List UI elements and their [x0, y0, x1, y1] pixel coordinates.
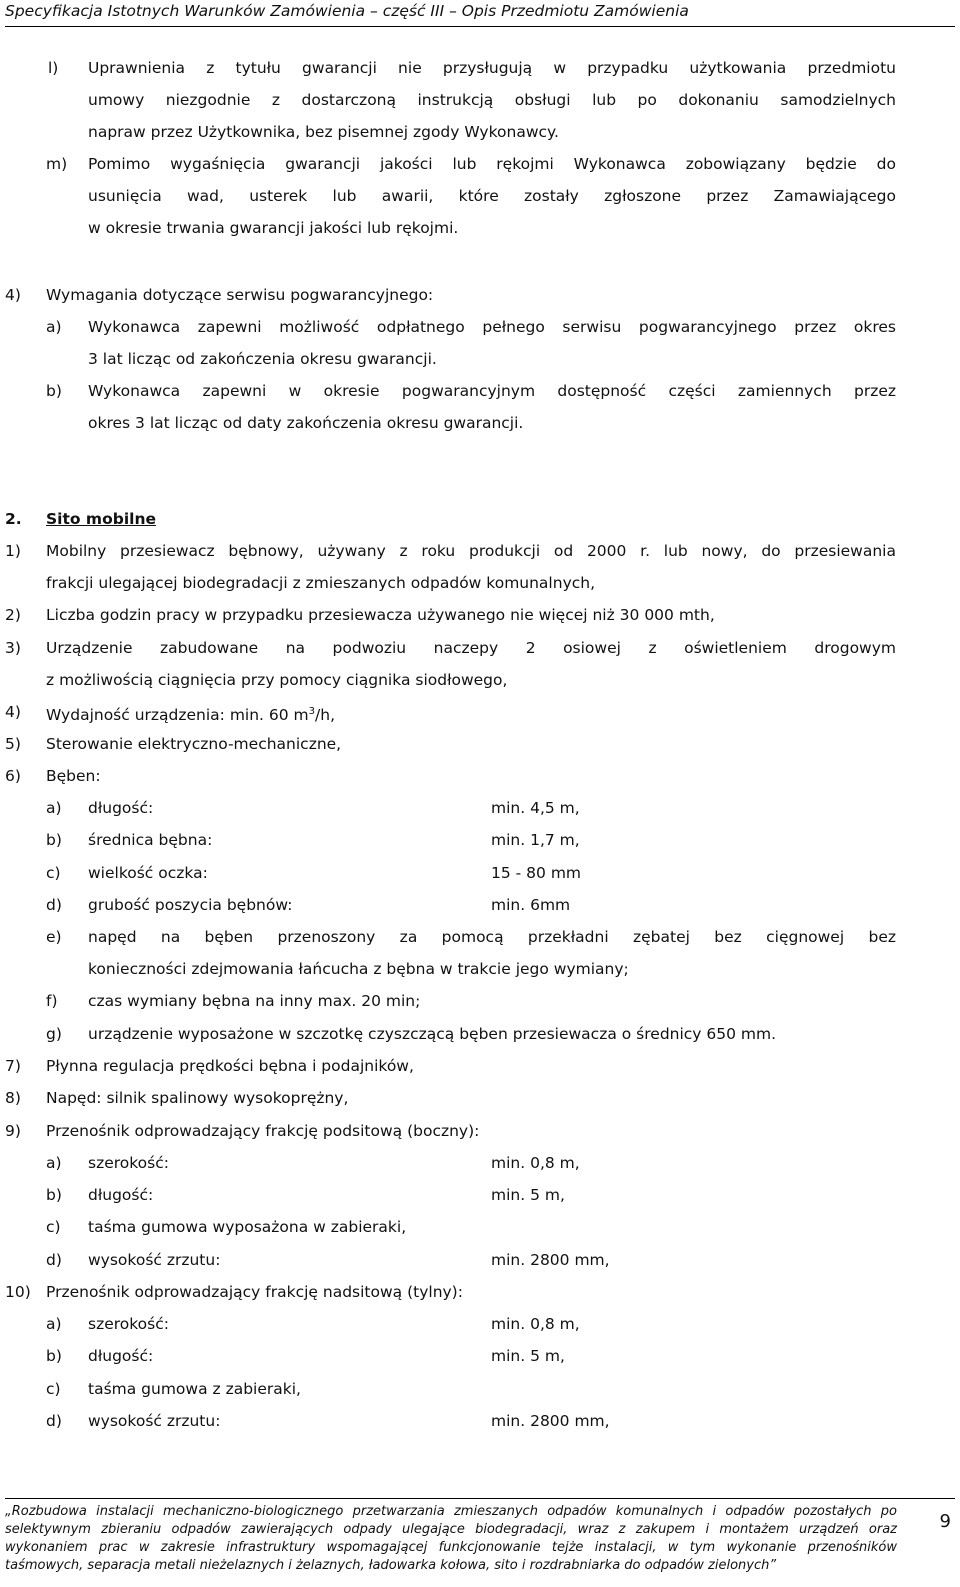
section-title: Sito mobilne — [46, 510, 156, 528]
footer-line: „Rozbudowa instalacji mechaniczno-biologicznego przetwarzania zmieszanych odpadów komunalnych i odpadów pozostałych po — [5, 1504, 897, 1519]
footer-line: taśmowych, separacja metali nieżelaznych i żelaznych, ładowarka kołowa, sito i rozdrabniarka do odpadów zielonych” — [5, 1558, 777, 1573]
spec-value: min. 5 m, — [491, 1186, 565, 1204]
spec-value: min. 4,5 m, — [491, 799, 580, 817]
spec-value: min. 2800 mm, — [491, 1412, 610, 1430]
spec-value: min. 1,7 m, — [491, 831, 580, 849]
page-footer — [5, 1498, 955, 1587]
item-marker: l) — [48, 59, 59, 77]
spec-value: min. 0,8 m, — [491, 1315, 580, 1333]
header-title: Specyfikacja Istotnych Warunków Zamówienia – część III – Opis Przedmiotu Zamówienia — [5, 2, 689, 20]
spec-value: min. 0,8 m, — [491, 1154, 580, 1172]
spec-value: 15 - 80 mm — [491, 864, 582, 882]
spec-value: min. 5 m, — [491, 1347, 565, 1365]
spec-value: min. 6mm — [491, 896, 571, 914]
page-header — [5, 0, 955, 27]
item-marker: m) — [46, 155, 68, 173]
page-number: 9 — [939, 1511, 951, 1532]
spec-value: min. 2800 mm, — [491, 1251, 610, 1269]
footer-line: wykonaniem prac w zakresie infrastruktury wspomagającej funkcjonowanie tejże instalacji, w tym wykonanie przenośników — [5, 1540, 897, 1555]
footer-line: selektywnym zbieraniu odpadów zawierających odpady ulegające biodegradacji, wraz z zakupem i montażem urządzeń oraz — [5, 1522, 897, 1537]
